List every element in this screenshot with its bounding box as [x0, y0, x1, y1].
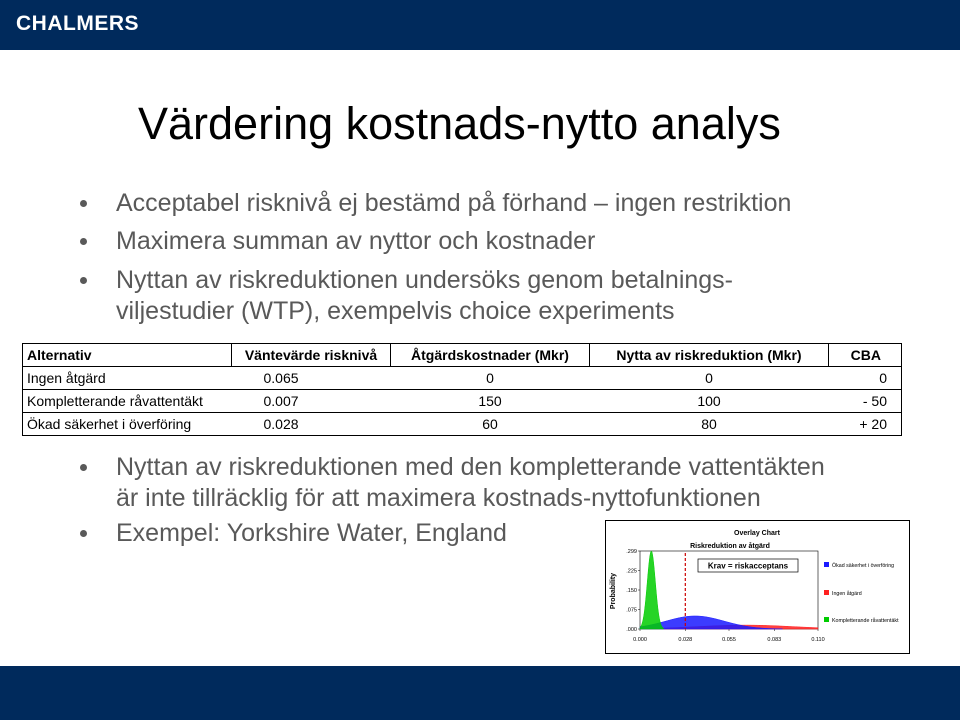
table-cell: 80 — [590, 413, 829, 436]
table-cell: 0.028 — [232, 413, 391, 436]
table-header-cell: Nytta av riskreduktion (Mkr) — [590, 344, 829, 367]
overlay-chart-svg — [606, 521, 909, 653]
x-tick-label: 0.028 — [678, 637, 693, 643]
bullet-dot-icon — [80, 277, 87, 284]
table-cell: 100 — [590, 390, 829, 413]
chart-title: Overlay Chart — [734, 530, 780, 537]
bullet-text-continuation: är inte tillräcklig för att maximera kostnads-nyttofunktionen — [116, 484, 761, 512]
legend-swatch — [824, 562, 829, 567]
legend-label: Ingen åtgärd — [832, 591, 862, 597]
header-bar — [0, 0, 960, 50]
table-header-cell: CBA — [829, 344, 902, 367]
footer-bar — [0, 666, 960, 720]
table-cell: Ingen åtgärd — [23, 367, 232, 390]
chart-subtitle: Riskreduktion av åtgärd — [690, 543, 770, 550]
table-cell: 0 — [590, 367, 829, 390]
annotation-label: Krav = riskacceptans — [707, 561, 789, 571]
legend-label: Ökad säkerhet i överföring — [832, 563, 895, 569]
bullet-text: Nyttan av riskreduktionen med den kompletterande vattentäkten — [116, 453, 825, 481]
bullet-dot-icon — [80, 530, 87, 537]
bullet-text-continuation: viljestudier (WTP), exempelvis choice experiments — [116, 297, 675, 325]
y-tick-label: .299 — [626, 549, 637, 555]
x-tick-label: 0.000 — [633, 637, 647, 643]
chalmers-logo: CHALMERS — [16, 12, 139, 35]
y-tick-label: .225 — [626, 568, 637, 575]
bullet-text: Maximera summan av nyttor och kostnader — [116, 227, 596, 255]
slide-title: Värdering kostnads-nytto analys — [138, 98, 781, 149]
x-tick-label: 0.110 — [811, 637, 825, 643]
table-cell: 0 — [829, 367, 902, 390]
table-header-cell: Väntevärde risknivå — [232, 344, 391, 367]
overlay-chart — [605, 520, 910, 654]
table-cell: Kompletterande råvattentäkt — [23, 390, 232, 413]
y-tick-label: .075 — [626, 607, 637, 614]
legend-label: Kompletterande råvattentäkt — [832, 618, 899, 624]
table-cell: 150 — [391, 390, 590, 413]
table-header-row — [23, 344, 902, 367]
y-tick-label: .150 — [626, 588, 637, 594]
table-header-cell: Åtgärdskostnader (Mkr) — [391, 344, 590, 367]
y-tick-label: .000 — [626, 627, 637, 633]
legend-swatch — [824, 590, 829, 595]
table-cell: Ökad säkerhet i överföring — [23, 413, 232, 436]
table-row — [23, 413, 902, 436]
table-row — [23, 390, 902, 413]
bullet-text: Nyttan av riskreduktionen undersöks genom betalnings- — [116, 266, 734, 294]
table-cell: 0.007 — [232, 390, 391, 413]
table-cell: 0 — [391, 367, 590, 390]
table-cell: 60 — [391, 413, 590, 436]
y-axis-label: Probability — [610, 572, 617, 610]
legend-swatch — [824, 617, 829, 622]
bullet-dot-icon — [80, 238, 87, 245]
x-tick-label: 0.083 — [767, 637, 782, 643]
table-cell: - 50 — [829, 390, 902, 413]
bullet-dot-icon — [80, 200, 87, 207]
table-cell: 0.065 — [232, 367, 391, 390]
table-cell: + 20 — [829, 413, 902, 436]
bullet-text: Acceptabel risknivå ej bestämd på förhand – ingen restriktion — [116, 189, 792, 217]
table-row — [23, 367, 902, 390]
table-header-cell: Alternativ — [23, 344, 232, 367]
bullet-dot-icon — [80, 464, 87, 471]
bullet-text: Exempel: Yorkshire Water, England — [116, 519, 507, 547]
x-tick-label: 0.055 — [722, 637, 736, 643]
cba-table — [22, 343, 902, 436]
